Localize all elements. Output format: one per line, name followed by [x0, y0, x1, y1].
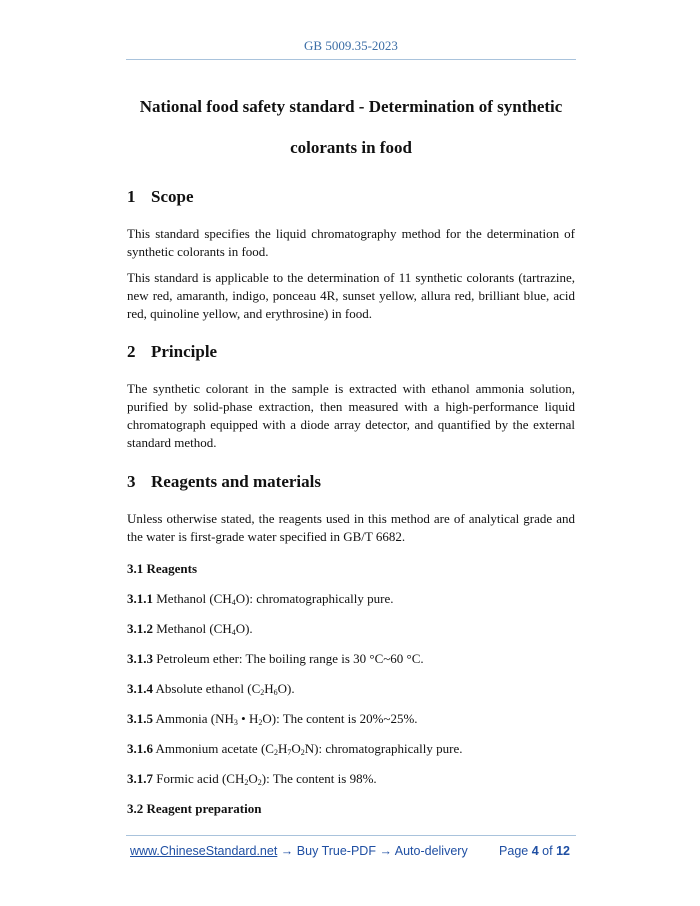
paragraph: The synthetic colorant in the sample is extracted with ethanol ammonia solution, purified by solid-phase extraction, then measured with a high-performance liquid chromatograph equipped with a diode array detector, and quantified by the external standard method.: [127, 381, 575, 450]
reagent-item: 3.1.6 Ammonium acetate $(C_2H_7O_2N)$: chromatographically pure.: [127, 741, 463, 757]
document-title: [127, 86, 575, 168]
section-heading-scope: [127, 187, 575, 207]
section-title: Reagents and materials: [151, 472, 321, 491]
header-divider: [126, 59, 576, 60]
page-label: Page: [499, 844, 529, 858]
header-standard-code: GB 5009.35-2023: [304, 38, 398, 53]
reagent-item: 3.1.1 Methanol $(CH_4O)$: chromatographically pure.: [127, 591, 394, 607]
page-indicator: [499, 844, 570, 858]
of-label: of: [542, 844, 553, 858]
section-number: 3: [127, 472, 136, 491]
footer-divider: [126, 835, 576, 836]
subsection-heading-reagent-preparation: 3.2 Reagent preparation: [127, 801, 262, 816]
auto-delivery-text: Auto-delivery: [394, 844, 468, 858]
section-title: Principle: [151, 342, 218, 361]
page-total: 12: [556, 844, 570, 858]
reagent-item: 3.1.7 Formic acid $(CH_2O_2)$: The content is 98%.: [127, 771, 377, 787]
section-heading-principle: [127, 342, 575, 362]
page-current: 4: [531, 844, 539, 858]
reagent-item: 3.1.3 Petroleum ether: The boiling range is 30 °C~60 °C.: [127, 651, 424, 666]
reagent-item: 3.1.5 Ammonia ($NH_3$ • $H_2O$): The content is 20%~25%.: [127, 711, 418, 727]
reagent-item: 3.1.2 Methanol $(CH_4O)$.: [127, 621, 253, 637]
title-line-1: National food safety standard - Determination of synthetic: [139, 97, 563, 116]
subsection-heading-reagents: 3.1 Reagents: [127, 561, 198, 576]
section-title: Scope: [151, 187, 194, 206]
section-number: 2: [127, 342, 136, 361]
section-number: 1: [127, 187, 136, 206]
title-line-2: colorants in food: [290, 138, 412, 157]
paragraph: This standard specifies the liquid chromatography method for the determination of synthetic colorants in food.: [127, 226, 575, 259]
buy-true-pdf-link[interactable]: Buy True-PDF: [296, 844, 376, 858]
paragraph: This standard is applicable to the determination of 11 synthetic colorants (tartrazine, new red, amaranth, indigo, ponceau 4R, sunset yellow, allura red, brilliant blue, acid red, quinoline yellow, and erythrosine) in food.: [127, 270, 575, 321]
website-link[interactable]: www.ChineseStandard.net: [130, 844, 278, 858]
document-body: [127, 86, 575, 818]
section-heading-reagents: [127, 472, 575, 492]
reagent-item: 3.1.4 Absolute ethanol $(C_2H_6O)$.: [127, 681, 295, 697]
arrow-right-icon: →: [379, 844, 392, 858]
paragraph: Unless otherwise stated, the reagents used in this method are of analytical grade and the water is first-grade water specified in GB/T 6682.: [127, 511, 575, 544]
footer-promo: [130, 844, 468, 858]
arrow-right-icon: →: [280, 844, 294, 858]
